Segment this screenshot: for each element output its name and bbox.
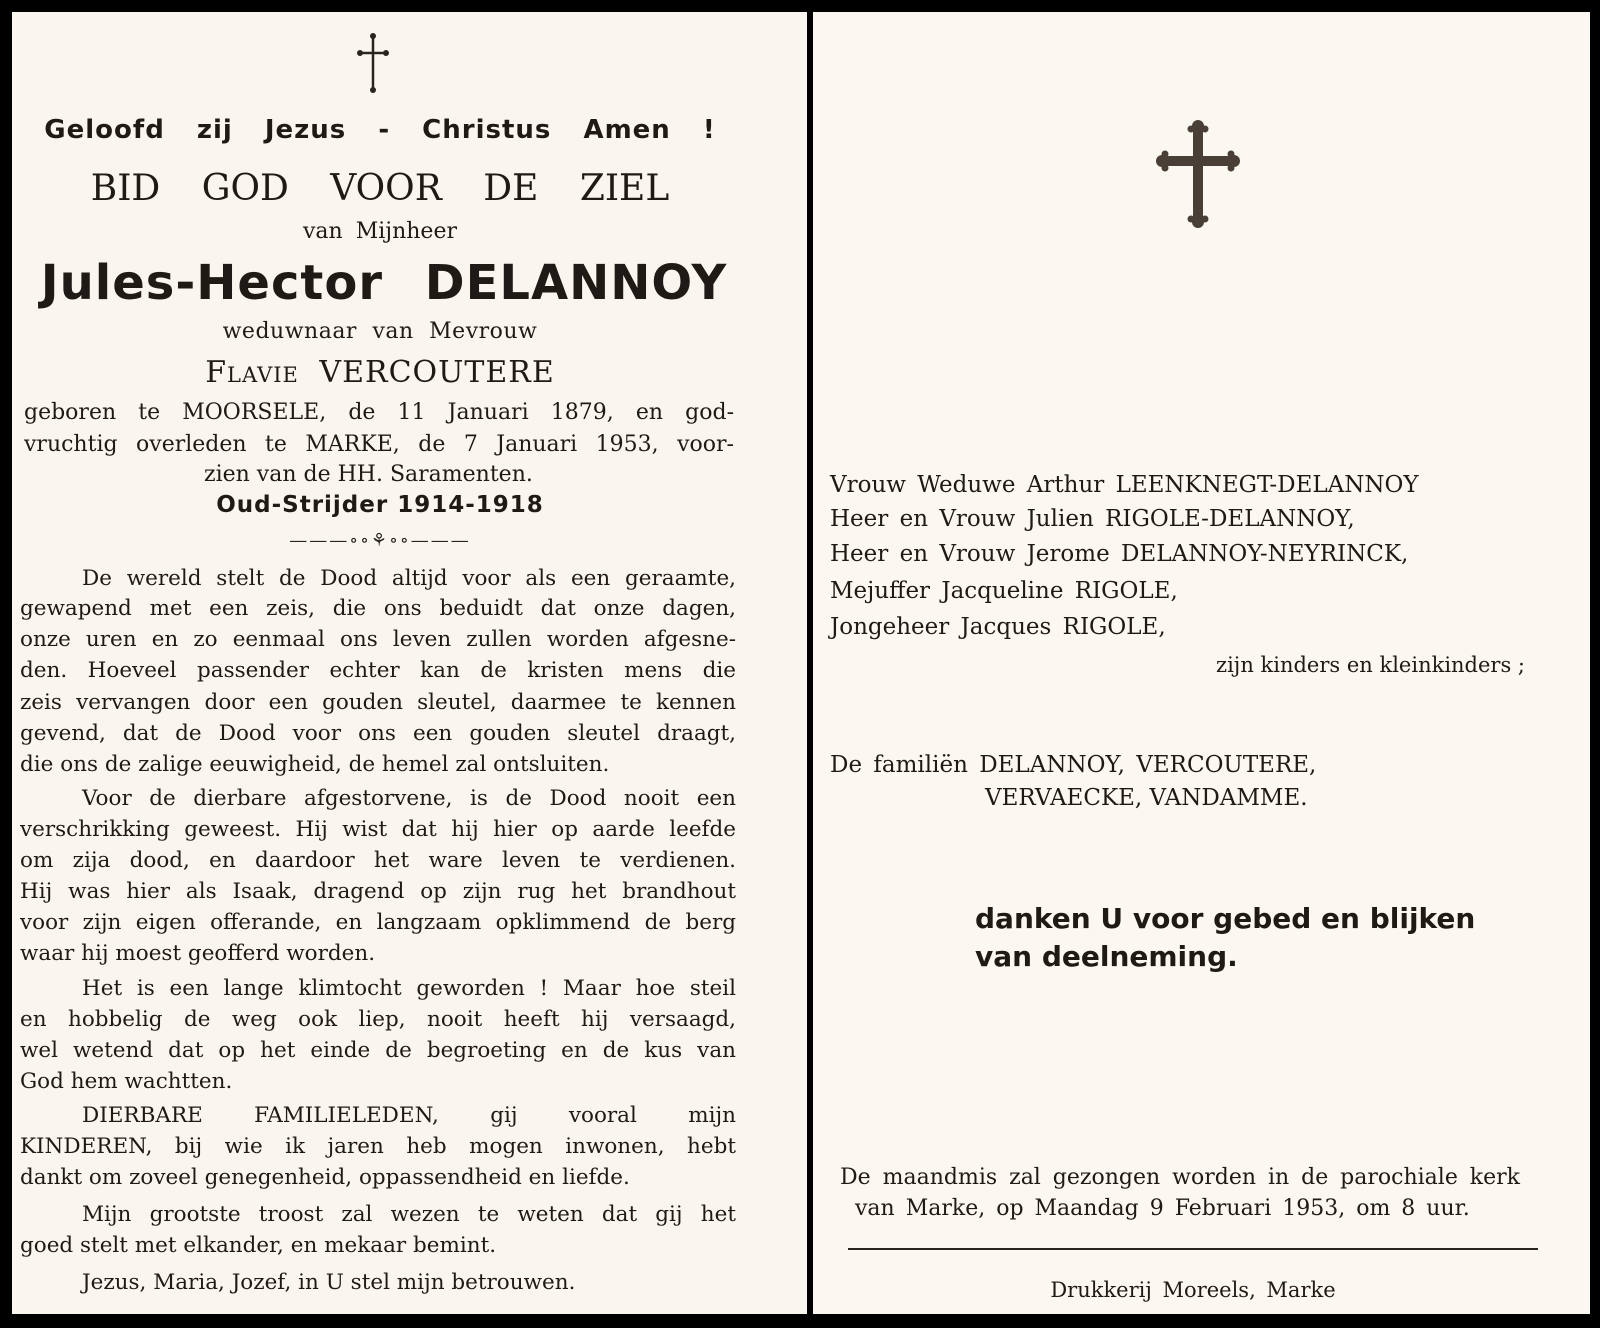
veteran-line: Oud-Strijder 1914-1918 (216, 492, 544, 518)
text-line: gevend, dat de Dood voor ons een gouden sleutel draagt, (20, 721, 736, 746)
text-line: goed stelt met elkander, en mekaar bemint. (20, 1233, 497, 1258)
text-line: De wereld stelt de Dood altijd voor als een geraamte, (82, 566, 736, 591)
text-line: waar hij moest geofferd worden. (20, 941, 376, 966)
text-line: DIERBARE FAMILIELEDEN, gij vooral mijn (82, 1103, 736, 1128)
widower-line: weduwnaar van Mevrouw (222, 319, 538, 344)
text-line: om zija dood, en daardoor het ware leven te verdienen. (20, 848, 736, 873)
relative-line: Vrouw Weduwe Arthur LEENKNEGT-DELANNOY (830, 472, 1419, 498)
deceased-name: Jules-Hector DELANNOY (40, 255, 728, 311)
bio-line: vruchtig overleden te MARKE, de 7 Januari 1953, voor- (24, 432, 734, 457)
text-line: wel wetend dat op het einde de begroeting en de kus van (20, 1038, 736, 1063)
mass-notice-line: De maandmis zal gezongen worden in de parochiale kerk (840, 1165, 1520, 1190)
text-line: die ons de zalige eeuwigheid, de hemel zal ontsluiten. (20, 752, 610, 777)
families-line: De familiën DELANNOY, VERCOUTERE, (830, 752, 1317, 778)
text-line: Mijn grootste troost zal wezen te weten dat gij het (82, 1202, 736, 1227)
thanks-line: danken U voor gebed en blijken (975, 902, 1476, 935)
relative-line: Mejuffer Jacqueline RIGOLE, (830, 578, 1178, 604)
text-line: zeis vervangen door een gouden sleutel, daarmee te kennen (20, 690, 736, 715)
large-cross-icon (1156, 120, 1240, 228)
prayer-request-heading: BID GOD VOOR DE ZIEL (90, 168, 670, 209)
text-line: Het is een lange klimtocht geworden ! Maar hoe steil (82, 976, 736, 1001)
relative-line: Jongeheer Jacques RIGOLE, (830, 614, 1166, 640)
families-line: VERVAECKE, VANDAMME. (985, 785, 1308, 811)
relative-line: Heer en Vrouw Jerome DELANNOY-NEYRINCK, (830, 541, 1409, 567)
wife-name: Flavie VERCOUTERE (205, 355, 555, 390)
ornament-divider: ———∘∘⚘∘∘——— (289, 530, 471, 551)
mass-notice-line: van Marke, op Maandag 9 Februari 1953, om 8 uur. (855, 1196, 1470, 1221)
printer-credit: Drukkerij Moreels, Marke (1050, 1278, 1336, 1302)
bio-line: geboren te MOORSELE, de 11 Januari 1879, en god- (24, 400, 734, 425)
relatives-suffix: zijn kinders en kleinkinders ; (1216, 653, 1525, 677)
text-line: Hij was hier als Isaak, dragend op zijn rug het brandhout (20, 879, 736, 904)
text-line: gewapend met een zeis, die ons beduidt dat onze dagen, (20, 596, 736, 621)
text-line: Voor de dierbare afgestorvene, is de Dood nooit een (82, 786, 736, 811)
thanks-line: van deelneming. (975, 940, 1238, 973)
divider-rule (848, 1248, 1538, 1250)
small-cross-icon (357, 33, 389, 93)
text-line: voor zijn eigen offerande, en langzaam opklimmend de berg (20, 910, 736, 935)
text-line: Jezus, Maria, Jozef, in U stel mijn betrouwen. (82, 1270, 576, 1295)
text-line: dankt om zoveel genegenheid, oppassendheid en liefde. (20, 1165, 630, 1190)
text-line: en hobbelig de weg ook liep, nooit heeft hij versaagd, (20, 1007, 736, 1032)
relative-line: Heer en Vrouw Julien RIGOLE-DELANNOY, (830, 506, 1355, 532)
text-line: den. Hoeveel passender echter kan de kristen mens die (20, 658, 736, 683)
van-mijnheer: van Mijnheer (303, 219, 457, 244)
bio-line: zien van de HH. Saramenten. (204, 462, 533, 487)
text-line: God hem wachtten. (20, 1069, 233, 1094)
text-line: onze uren en zo eenmaal ons leven zullen worden afgesne- (20, 627, 736, 652)
text-line: KINDEREN, bij wie ik jaren heb mogen inwonen, hebt (20, 1134, 736, 1159)
text-line: verschrikking geweest. Hij wist dat hij hier op aarde leefde (20, 817, 736, 842)
praise-line: Geloofd zij Jezus - Christus Amen ! (44, 115, 716, 145)
